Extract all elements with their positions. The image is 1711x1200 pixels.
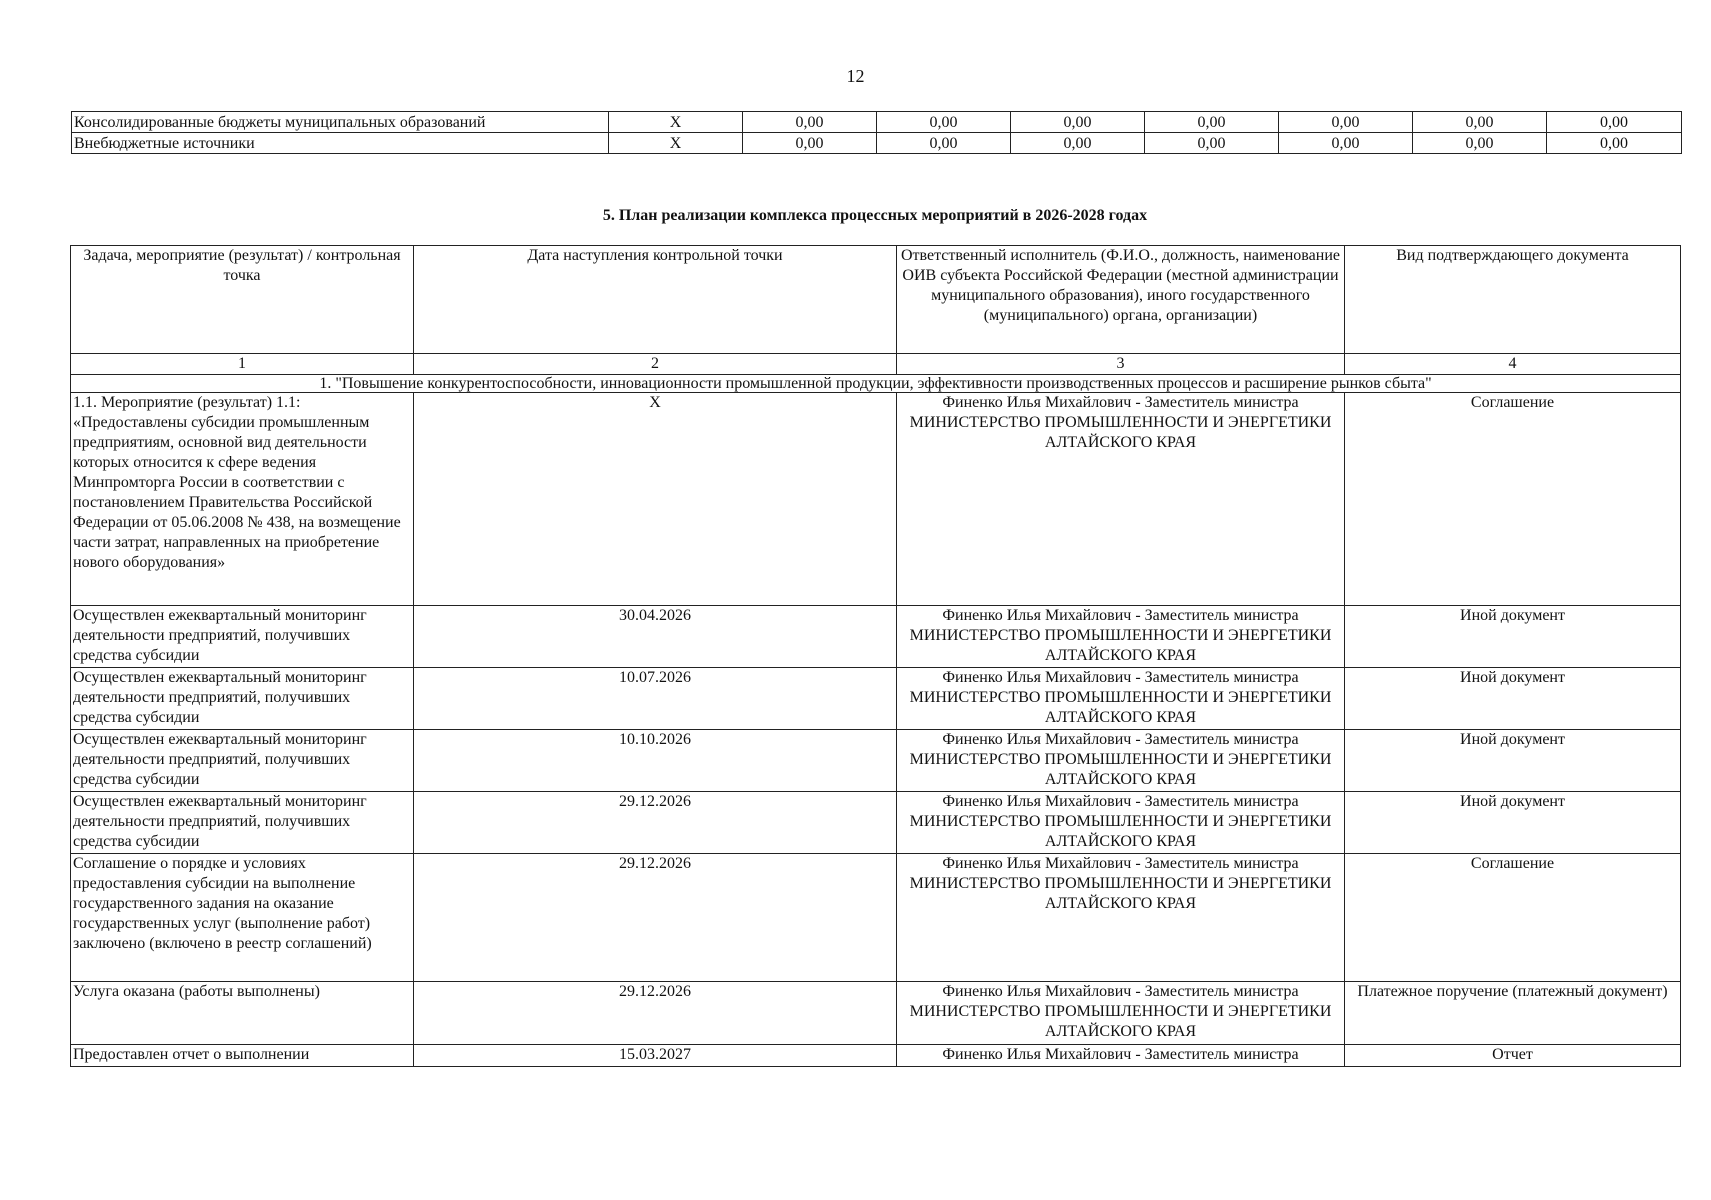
- plan-row-document: Иной документ: [1345, 792, 1681, 854]
- plan-row: [71, 393, 1681, 606]
- plan-row-responsible: [897, 792, 1345, 854]
- responsible-person: Финенко Илья Михайлович - Заместитель министра: [942, 731, 1299, 748]
- budget-value: 0,00: [1279, 133, 1413, 154]
- plan-row-date: X: [414, 393, 897, 606]
- plan-row-document: Отчет: [1345, 1045, 1681, 1067]
- budget-value: 0,00: [1413, 112, 1547, 133]
- budget-value: 0,00: [1279, 112, 1413, 133]
- column-number: 3: [897, 354, 1345, 375]
- responsible-org: МИНИСТЕРСТВО ПРОМЫШЛЕННОСТИ И ЭНЕРГЕТИКИ АЛТАЙСКОГО КРАЯ: [909, 689, 1332, 726]
- plan-row-date: 15.03.2027: [414, 1045, 897, 1067]
- column-number: 1: [71, 354, 414, 375]
- budget-value: 0,00: [1145, 133, 1279, 154]
- responsible-org: МИНИСТЕРСТВО ПРОМЫШЛЕННОСТИ И ЭНЕРГЕТИКИ АЛТАЙСКОГО КРАЯ: [909, 414, 1332, 451]
- plan-row-name: Услуга оказана (работы выполнены): [71, 982, 414, 1045]
- column-number: 4: [1345, 354, 1681, 375]
- budget-value: 0,00: [1547, 133, 1682, 154]
- header-date: Дата наступления контрольной точки: [414, 246, 897, 354]
- plan-row-responsible: [897, 854, 1345, 982]
- plan-row-document: Соглашение: [1345, 393, 1681, 606]
- header-document: Вид подтверждающего документа: [1345, 246, 1681, 354]
- budget-row: [72, 133, 1682, 154]
- responsible-org: МИНИСТЕРСТВО ПРОМЫШЛЕННОСТИ И ЭНЕРГЕТИКИ АЛТАЙСКОГО КРАЯ: [909, 813, 1332, 850]
- plan-row-date: 10.10.2026: [414, 730, 897, 792]
- plan-row-responsible: [897, 1045, 1345, 1067]
- plan-row-document: Иной документ: [1345, 606, 1681, 668]
- plan-row-responsible: [897, 982, 1345, 1045]
- plan-row: [71, 606, 1681, 668]
- plan-row-name: Осуществлен ежеквартальный мониторинг деятельности предприятий, получивших средства субсидии: [71, 730, 414, 792]
- plan-row-responsible: [897, 668, 1345, 730]
- responsible-person: Финенко Илья Михайлович - Заместитель министра: [942, 669, 1299, 686]
- header-task: Задача, мероприятие (результат) / контрольная точка: [71, 246, 414, 354]
- plan-row-responsible: [897, 393, 1345, 606]
- plan-row-date: 29.12.2026: [414, 792, 897, 854]
- budget-row-x: X: [609, 112, 743, 133]
- budget-row-name: Консолидированные бюджеты муниципальных образований: [72, 112, 609, 133]
- plan-row-name: 1.1. Мероприятие (результат) 1.1: «Предоставлены субсидии промышленным предприятиям, основной вид деятельности которых относится к сфере ведения Минпромторга России в соответствии с постановлением Правительства Российской Федерации от 05.06.2008 № 438, на возмещение части затрат, направленных на приобретение нового оборудования»: [71, 393, 414, 606]
- responsible-org: МИНИСТЕРСТВО ПРОМЫШЛЕННОСТИ И ЭНЕРГЕТИКИ АЛТАЙСКОГО КРАЯ: [909, 1003, 1332, 1040]
- plan-row: [71, 668, 1681, 730]
- plan-row-name: Предоставлен отчет о выполнении: [71, 1045, 414, 1067]
- responsible-org: МИНИСТЕРСТВО ПРОМЫШЛЕННОСТИ И ЭНЕРГЕТИКИ АЛТАЙСКОГО КРАЯ: [909, 875, 1332, 912]
- plan-row-document: Иной документ: [1345, 668, 1681, 730]
- budget-row: [72, 112, 1682, 133]
- column-number: 2: [414, 354, 897, 375]
- plan-row-name: Осуществлен ежеквартальный мониторинг деятельности предприятий, получивших средства субсидии: [71, 792, 414, 854]
- budget-value: 0,00: [877, 112, 1011, 133]
- budget-value: 0,00: [877, 133, 1011, 154]
- responsible-person: Финенко Илья Михайлович - Заместитель министра: [942, 855, 1299, 872]
- plan-row-date: 30.04.2026: [414, 606, 897, 668]
- plan-row: [71, 1045, 1681, 1067]
- plan-row: [71, 792, 1681, 854]
- responsible-org: МИНИСТЕРСТВО ПРОМЫШЛЕННОСТИ И ЭНЕРГЕТИКИ АЛТАЙСКОГО КРАЯ: [909, 751, 1332, 788]
- responsible-org: МИНИСТЕРСТВО ПРОМЫШЛЕННОСТИ И ЭНЕРГЕТИКИ АЛТАЙСКОГО КРАЯ: [909, 627, 1332, 664]
- responsible-person: Финенко Илья Михайлович - Заместитель министра: [942, 607, 1299, 624]
- responsible-person: Финенко Илья Михайлович - Заместитель министра: [942, 1046, 1299, 1063]
- task-row: [71, 375, 1681, 393]
- plan-row-responsible: [897, 606, 1345, 668]
- budget-row-x: X: [609, 133, 743, 154]
- plan-row-name: Осуществлен ежеквартальный мониторинг деятельности предприятий, получивших средства субсидии: [71, 606, 414, 668]
- budget-value: 0,00: [743, 112, 877, 133]
- section-title: 5. План реализации комплекса процессных мероприятий в 2026-2028 годах: [602, 207, 1148, 224]
- budget-value: 0,00: [1547, 112, 1682, 133]
- budget-value: 0,00: [1413, 133, 1547, 154]
- responsible-person: Финенко Илья Михайлович - Заместитель министра: [942, 983, 1299, 1000]
- header-responsible: Ответственный исполнитель (Ф.И.О., должность, наименование ОИВ субъекта Российской Федерации (местной администрации муниципального образования), иного государственного (муниципального) органа, организации): [897, 246, 1345, 354]
- budget-value: 0,00: [743, 133, 877, 154]
- plan-row-date: 29.12.2026: [414, 854, 897, 982]
- plan-row-document: Соглашение: [1345, 854, 1681, 982]
- page-number: 12: [846, 66, 865, 86]
- responsible-person: Финенко Илья Михайлович - Заместитель министра: [942, 793, 1299, 810]
- responsible-person: Финенко Илья Михайлович - Заместитель министра: [942, 394, 1299, 411]
- plan-row: [71, 730, 1681, 792]
- budget-value: 0,00: [1145, 112, 1279, 133]
- plan-row: [71, 982, 1681, 1045]
- plan-row-responsible: [897, 730, 1345, 792]
- budget-row-name: Внебюджетные источники: [72, 133, 609, 154]
- budget-value: 0,00: [1011, 133, 1145, 154]
- plan-row-name: Осуществлен ежеквартальный мониторинг деятельности предприятий, получивших средства субсидии: [71, 668, 414, 730]
- plan-row-name: Соглашение о порядке и условиях предоставления субсидии на выполнение государственного задания на оказание государственных услуг (выполнение работ) заключено (включено в реестр соглашений): [71, 854, 414, 982]
- plan-header-row: [71, 246, 1681, 354]
- task-title: 1. "Повышение конкурентоспособности, инновационности промышленной продукции, эффективности производственных процессов и расширение рынков сбыта": [71, 375, 1681, 393]
- plan-table: [70, 245, 1681, 1067]
- budget-table: [71, 111, 1682, 154]
- plan-row-document: Иной документ: [1345, 730, 1681, 792]
- budget-value: 0,00: [1011, 112, 1145, 133]
- plan-row-document: Платежное поручение (платежный документ): [1345, 982, 1681, 1045]
- column-number-row: [71, 354, 1681, 375]
- plan-row: [71, 854, 1681, 982]
- plan-row-date: 10.07.2026: [414, 668, 897, 730]
- plan-row-date: 29.12.2026: [414, 982, 897, 1045]
